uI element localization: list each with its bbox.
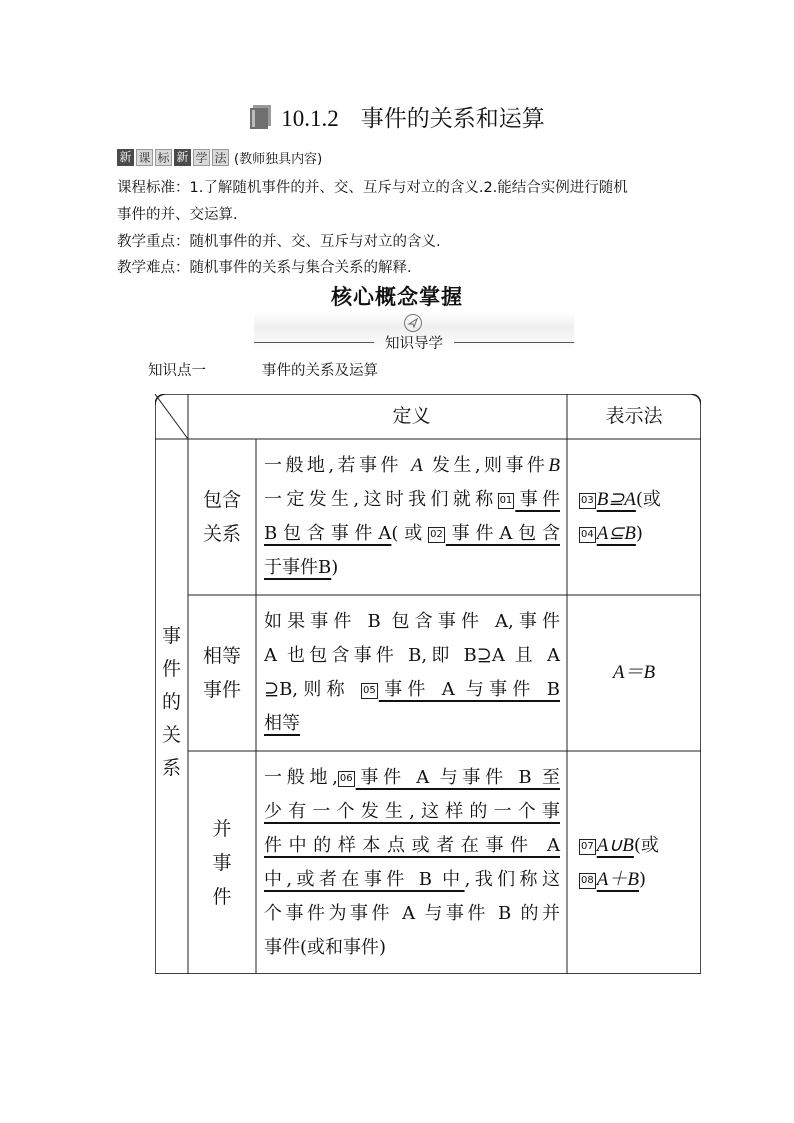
- def-line: [264, 517, 560, 551]
- def-text: ⊇B,则称: [264, 679, 350, 700]
- def-line: [264, 795, 560, 829]
- definition-equal: [264, 605, 560, 741]
- underlined-answer: 相等: [264, 713, 300, 734]
- def-text: 一定发生,这时我们就称: [264, 489, 498, 510]
- underlined-answer: [498, 489, 560, 510]
- group-char: 系: [161, 757, 181, 779]
- answer-marker-05: 05: [361, 683, 378, 699]
- group-label-event-relations: [155, 620, 188, 785]
- def-text: 事件 A 与事件 B 至: [355, 767, 560, 788]
- def-line: [264, 449, 560, 483]
- notation-text: (或: [635, 489, 661, 510]
- row-name-line: 事件: [202, 679, 241, 701]
- row-name-line: 件: [212, 886, 232, 908]
- definition-union: [264, 761, 560, 965]
- underlined-answer: B包含事件A: [264, 523, 392, 544]
- var-a: A: [411, 455, 423, 476]
- section-heading: 事件的关系和运算: [360, 106, 545, 132]
- row-name-union: [188, 812, 256, 914]
- def-line: [264, 551, 560, 585]
- course-standard-line-1: 课程标准：1.了解随机事件的并、交、互斥与对立的含义.2.能结合实例进行随机: [117, 180, 628, 196]
- def-line: 如果事件 B 包含事件 A,事件: [264, 611, 560, 632]
- def-text: 发生,则事件: [431, 455, 549, 476]
- section-title-row: [0, 100, 794, 136]
- notation-line: [579, 483, 699, 517]
- badge: 法: [212, 149, 229, 166]
- notation-inclusion: [579, 483, 699, 551]
- row-name-equal: [188, 639, 256, 707]
- core-concept-heading: 核心概念掌握: [331, 284, 463, 309]
- row-name-line: 并: [212, 818, 232, 840]
- underlined-answer: [579, 835, 634, 856]
- column-header-notation: 表示法: [605, 405, 663, 427]
- def-line: [264, 761, 560, 795]
- def-line: [264, 483, 560, 517]
- underlined-answer: [579, 869, 639, 890]
- underlined-answer: [361, 679, 560, 700]
- underlined-answer: 于事件B: [264, 557, 332, 578]
- def-line: [264, 707, 560, 741]
- answer-marker-04: 04: [579, 527, 596, 543]
- book-icon: [249, 104, 273, 136]
- row-name-line: 关系: [202, 523, 241, 545]
- divider-line: [254, 342, 374, 343]
- answer-marker-02: 02: [428, 527, 445, 543]
- teaching-focus: 教学重点：随机事件的并、交、互斥与对立的含义.: [117, 234, 441, 250]
- teaching-difficulty: 教学难点：随机事件的关系与集合关系的解释.: [117, 260, 412, 276]
- answer-marker-08: 08: [579, 873, 596, 889]
- row-name-line: 相等: [202, 645, 241, 667]
- paper-plane-icon: [404, 314, 422, 332]
- def-text: 事件: [515, 489, 560, 510]
- badge: 新: [174, 149, 191, 166]
- notation-line: [579, 863, 699, 897]
- def-text: 一般地,: [264, 767, 338, 788]
- def-line: A 也包含事件 B,即 B⊇A 且 A: [264, 645, 560, 666]
- def-text: ): [331, 557, 339, 578]
- group-char: 件: [161, 658, 181, 680]
- notation-text: ): [635, 523, 643, 544]
- notation-expr: A＝B: [612, 662, 656, 683]
- answer-marker-06: 06: [338, 771, 355, 787]
- def-line: [264, 829, 560, 863]
- definition-inclusion: [264, 449, 560, 585]
- badge: 新: [117, 149, 134, 166]
- underlined-answer: [338, 767, 560, 788]
- answer-marker-01: 01: [498, 493, 515, 509]
- def-text: ,我们称这: [464, 869, 560, 890]
- notation-expr: A＋B: [596, 869, 639, 890]
- def-line: 事件(或和事件): [264, 937, 387, 958]
- teacher-note: (教师独具内容): [234, 152, 323, 167]
- underlined-answer: [579, 523, 636, 544]
- badge: 课: [136, 149, 153, 166]
- section-number: 10.1.2: [281, 106, 339, 131]
- group-char: 关: [161, 724, 181, 746]
- def-line: [264, 673, 560, 707]
- underlined-answer: 少有一个发生,这样的一个事: [264, 801, 560, 822]
- notation-equal: [567, 656, 701, 690]
- notation-expr: A∪B: [596, 835, 634, 856]
- notation-union: [579, 829, 699, 897]
- guide-label: 知识导学: [385, 336, 443, 352]
- def-text: 一般地,若事件: [264, 455, 402, 476]
- def-text: 事件 A 与事件 B: [378, 679, 560, 700]
- group-char: 事: [161, 625, 181, 647]
- column-header-definition: 定义: [392, 405, 431, 427]
- notation-line: [579, 829, 699, 863]
- notation-text: (或: [633, 835, 659, 856]
- badge: 标: [155, 149, 172, 166]
- def-text: (或: [391, 523, 429, 544]
- answer-marker-07: 07: [579, 839, 596, 855]
- notation-expr: A⊆B: [596, 523, 636, 544]
- knowledge-point-label: 知识点一: [148, 363, 206, 379]
- course-standard-line-2: 事件的并、交运算.: [117, 207, 238, 223]
- def-line: [264, 863, 560, 897]
- method-badge-row: [117, 148, 322, 167]
- def-text: 事件A包含: [445, 523, 561, 544]
- event-relations-table: [155, 394, 701, 974]
- group-char: 的: [161, 691, 181, 713]
- notation-line: [579, 517, 699, 551]
- divider-line: [454, 342, 574, 343]
- row-name-inclusion: [188, 483, 256, 551]
- notation-expr: B⊇A: [596, 489, 636, 510]
- underlined-answer: [579, 489, 636, 510]
- def-line: 个事件为事件 A 与事件 B 的并: [264, 903, 560, 924]
- notation-text: ): [638, 869, 646, 890]
- var-b: B: [548, 455, 560, 476]
- underlined-answer: 件中的样本点或者在事件 A: [264, 835, 560, 856]
- row-name-line: 事: [212, 852, 232, 874]
- guide-divider: [254, 332, 574, 352]
- badge: 学: [193, 149, 210, 166]
- underlined-answer: 中,或者在事件 B 中: [264, 869, 465, 890]
- underlined-answer: [428, 523, 560, 544]
- answer-marker-03: 03: [579, 493, 596, 509]
- row-name-line: 包含: [202, 489, 241, 511]
- knowledge-point-title: 事件的关系及运算: [262, 363, 378, 379]
